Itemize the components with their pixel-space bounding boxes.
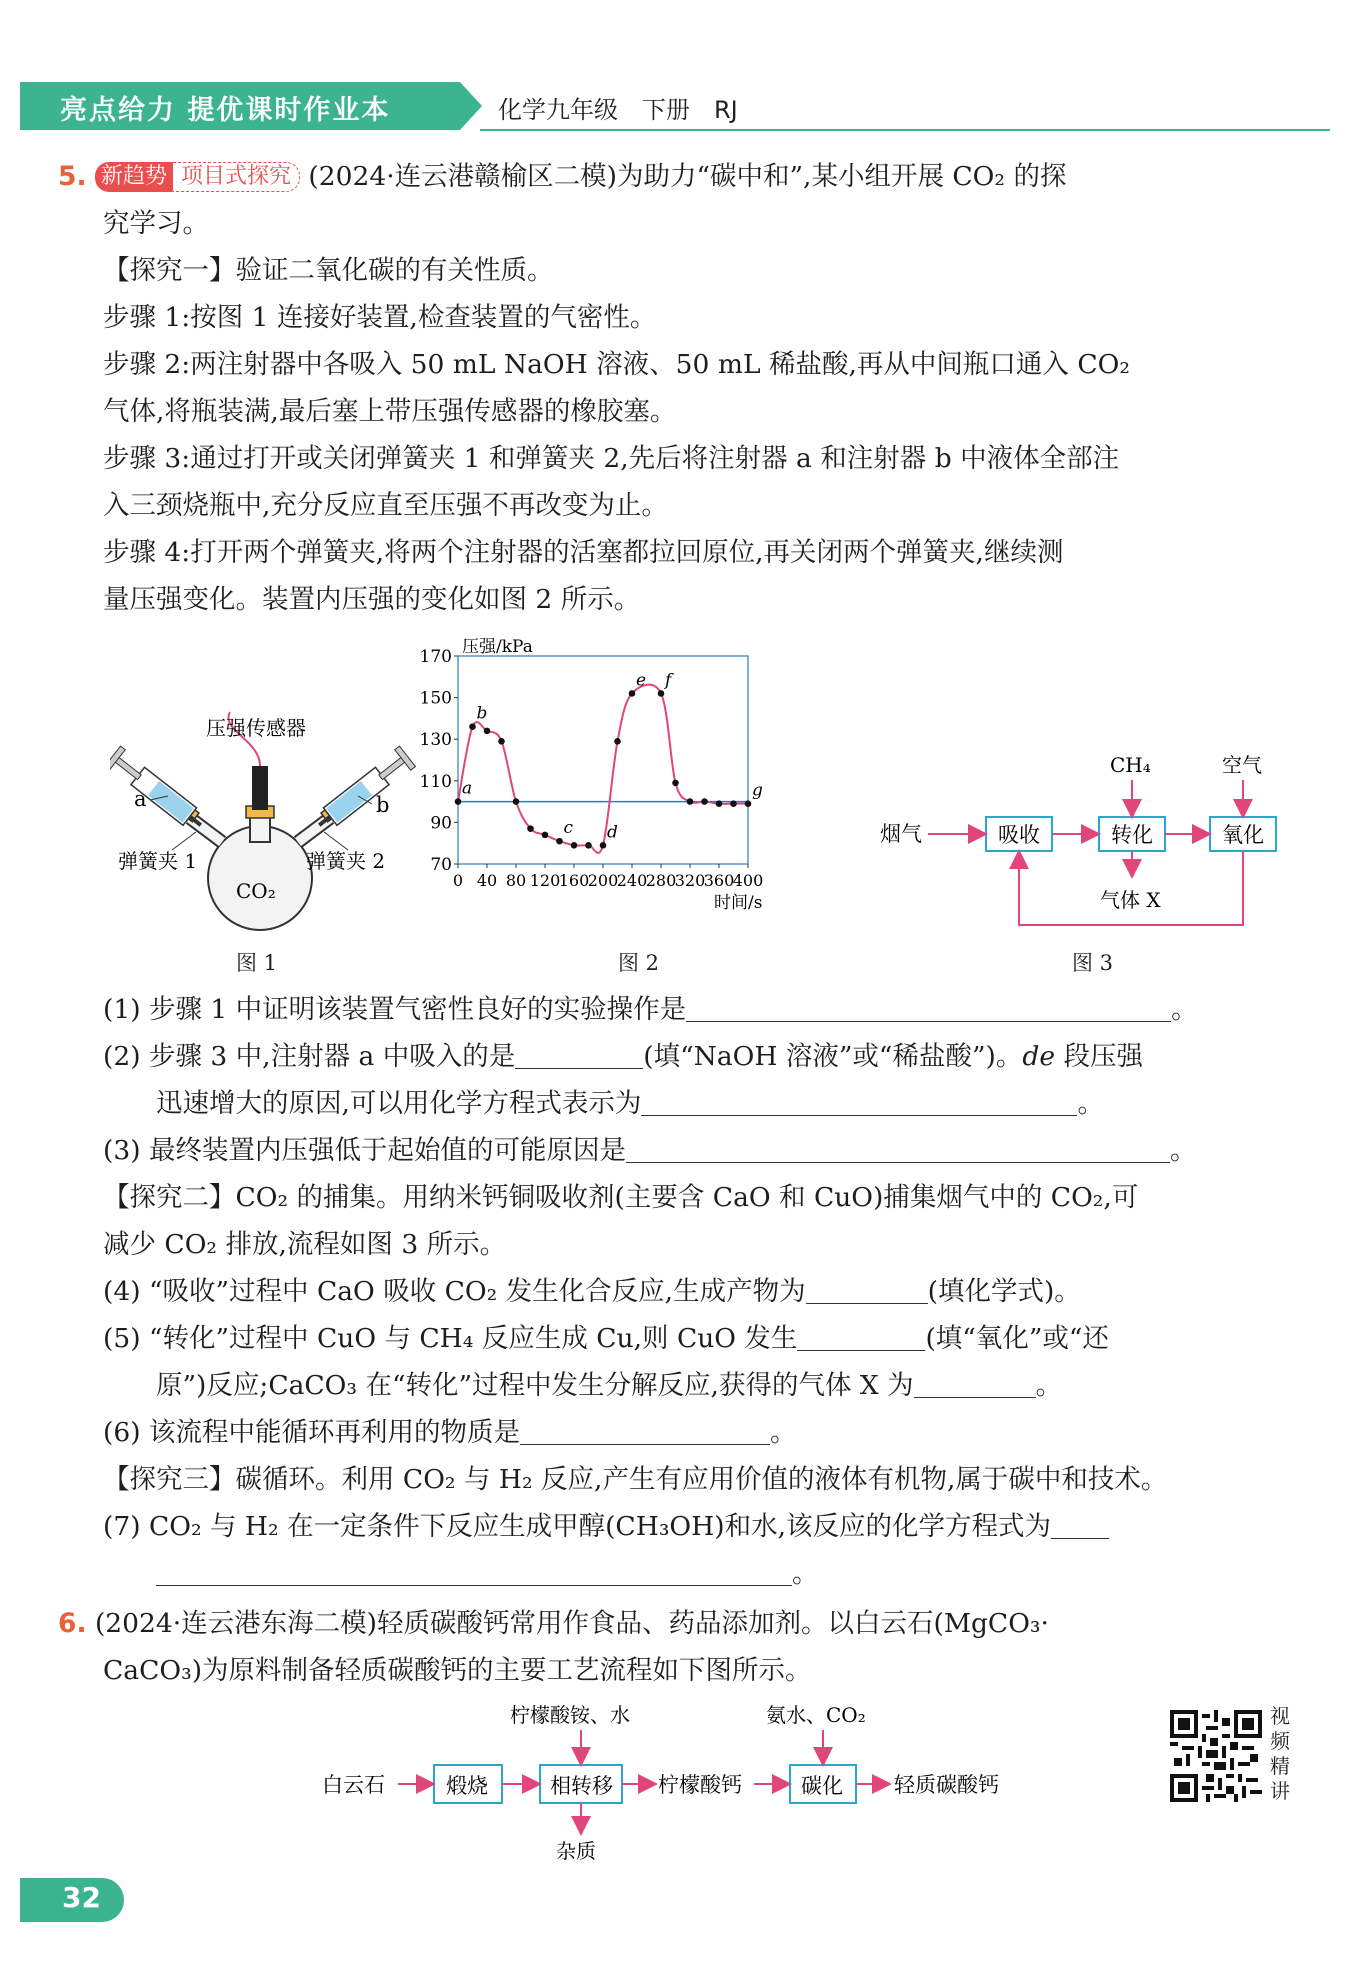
q6-process-flow [310, 1700, 1050, 1870]
flask-gas-label: CO₂ [236, 879, 276, 903]
qr-caption: 视频精讲 [1270, 1704, 1290, 1803]
point-label: b [476, 703, 488, 724]
answer-blank-5b[interactable] [914, 1367, 1036, 1398]
answer-blank-2a[interactable] [515, 1038, 643, 1069]
figure-1-caption: 图 1 [236, 951, 278, 975]
reagent-2-label: 氨水、CO₂ [766, 1703, 866, 1727]
figure-2-caption: 图 2 [618, 951, 660, 975]
gas-x-label: 气体 X [1100, 888, 1161, 912]
explore-2-line-2: 减少 CO₂ 排放,流程如图 3 所示。 [103, 1229, 507, 1260]
book-title: 亮点给力 提优课时作业本 [60, 95, 391, 126]
q5-line-1 [58, 153, 1066, 200]
dolomite-label: 白云石 [322, 1773, 385, 1797]
sub-question-2-equation-prompt: 迅速增大的原因,可以用化学方程式表示为 [156, 1088, 642, 1119]
step-4-line-2: 量压强变化。装置内压强的变化如图 2 所示。 [103, 584, 641, 615]
sub-question-5-line-2: 原”)反应;CaCO₃ 在“转化”过程中发生分解反应,获得的气体 X 为 。 [156, 1362, 1062, 1409]
step-2-line-2: 气体,将瓶装满,最后塞上带压强传感器的橡胶塞。 [103, 396, 677, 427]
trend-tag: 新趋势 [95, 162, 173, 192]
sub-question-7 [103, 1503, 1109, 1550]
data-point [658, 690, 665, 697]
sub-question-4 [103, 1268, 1081, 1315]
data-point [469, 723, 476, 730]
sub-question-3-text: (3) 最终装置内压强低于起始值的可能原因是 [103, 1135, 626, 1166]
syringe-b-label: b [376, 793, 390, 817]
data-point [513, 798, 520, 805]
answer-blank-7a[interactable] [1051, 1508, 1109, 1539]
data-point [701, 798, 708, 805]
x-tick-label: 400 [732, 871, 764, 890]
data-point [556, 838, 563, 845]
figure-1-apparatus [110, 700, 430, 940]
answer-blank-4[interactable] [806, 1273, 928, 1304]
answer-blank-3[interactable] [626, 1132, 1170, 1163]
step-3-line-1: 步骤 3:通过打开或关闭弹簧夹 1 和弹簧夹 2,先后将注射器 a 和注射器 b 中液体全部注 [103, 443, 1120, 474]
air-label: 空气 [1222, 753, 1262, 777]
sub-question-1: (1) 步骤 1 中证明该装置气密性良好的实验操作是 。 [103, 986, 1198, 1033]
data-point [672, 780, 679, 787]
oxidize-label: 氧化 [1222, 823, 1264, 847]
data-point [600, 842, 607, 849]
sub-question-5-text: (5) “转化”过程中 CuO 与 CH₄ 反应生成 Cu,则 CuO 发生 [103, 1323, 798, 1354]
x-tick-label: 40 [476, 871, 498, 890]
sub-question-4-text: (4) “吸收”过程中 CaO 吸收 CO₂ 发生化合反应,生成产物为 [103, 1276, 806, 1307]
clip-2-label: 弹簧夹 2 [306, 849, 386, 873]
reagent-1-label: 柠檬酸铵、水 [510, 1703, 630, 1727]
x-tick-label: 280 [645, 871, 677, 890]
step-1: 步骤 1:按图 1 连接好装置,检查装置的气密性。 [103, 302, 657, 333]
answer-blank-7b[interactable] [156, 1555, 792, 1586]
impurity-label: 杂质 [556, 1839, 596, 1863]
y-tick-label: 130 [419, 730, 452, 751]
flue-gas-label: 烟气 [880, 822, 922, 846]
header-band-tip [460, 82, 482, 130]
point-label: g [752, 780, 763, 801]
data-point [687, 798, 694, 805]
absorb-label: 吸收 [998, 823, 1040, 847]
step-3-line-2: 入三颈烧瓶中,充分反应直至压强不再改变为止。 [103, 490, 668, 521]
clip-1-label: 弹簧夹 1 [118, 849, 198, 873]
calcium-citrate-label: 柠檬酸钙 [658, 1773, 742, 1797]
data-point [716, 800, 723, 807]
sub-question-6-text: (6) 该流程中能循环再利用的物质是 [103, 1417, 520, 1448]
book-subtitle: 化学九年级 下册 RJ [498, 96, 738, 124]
x-tick-label: 360 [703, 871, 735, 890]
convert-label: 转化 [1111, 823, 1153, 847]
x-tick-label: 120 [529, 871, 561, 890]
answer-blank-5a[interactable] [797, 1320, 925, 1351]
sub-question-2-text: (2) 步骤 3 中,注射器 a 中吸入的是 [103, 1041, 516, 1072]
point-label: d [607, 822, 618, 843]
explore-1-heading: 【探究一】验证二氧化碳的有关性质。 [103, 255, 554, 286]
data-point [730, 800, 737, 807]
sub-question-5-line-1 [103, 1315, 1109, 1362]
sub-question-6: (6) 该流程中能循环再利用的物质是 。 [103, 1409, 796, 1456]
x-tick-label: 80 [505, 871, 527, 890]
x-axis-label: 时间/s [714, 893, 763, 913]
sub-question-5-hint: (填“氧化”或“还 [925, 1323, 1109, 1354]
data-point [527, 825, 534, 832]
y-axis-label: 压强/kPa [462, 637, 533, 657]
data-point [484, 728, 491, 735]
y-tick-label: 110 [419, 771, 452, 792]
sub-question-5-gas-text: 原”)反应;CaCO₃ 在“转化”过程中发生分解反应,获得的气体 X 为 [156, 1370, 914, 1401]
phase-transfer-label: 相转移 [550, 1774, 613, 1798]
data-point [745, 800, 752, 807]
sub-question-3: (3) 最终装置内压强低于起始值的可能原因是 。 [103, 1127, 1196, 1174]
answer-blank-1[interactable] [686, 991, 1171, 1022]
sub-question-2-hint: (填“NaOH 溶液”或“稀盐酸”)。 [643, 1041, 1023, 1072]
data-point [455, 798, 462, 805]
sub-question-2-tail: 段压强 [1055, 1041, 1143, 1072]
data-point [498, 738, 505, 745]
q5-number: 5. [58, 161, 87, 192]
y-tick-label: 170 [419, 647, 452, 667]
x-tick-label: 240 [616, 871, 648, 890]
q5-source: (2024·连云港赣榆区二模)为助力“碳中和”,某小组开展 CO₂ 的探 [308, 161, 1067, 192]
point-label: e [636, 670, 647, 691]
q6-line-2: CaCO₃)为原料制备轻质碳酸钙的主要工艺流程如下图所示。 [103, 1655, 812, 1686]
x-tick-label: 200 [587, 871, 619, 890]
y-tick-label: 70 [430, 855, 452, 875]
x-tick-label: 320 [674, 871, 706, 890]
point-label: c [563, 818, 574, 839]
data-point [629, 690, 636, 697]
explore-2-line-1: 【探究二】CO₂ 的捕集。用纳米钙铜吸收剂(主要含 CaO 和 CuO)捕集烟气中的 CO₂,可 [103, 1182, 1139, 1213]
project-tag: 项目式探究 [173, 162, 300, 192]
syringe-a-label: a [134, 787, 147, 811]
point-label: f [665, 670, 672, 691]
sub-question-4-hint: (填化学式)。 [927, 1276, 1081, 1307]
y-tick-label: 150 [419, 688, 452, 709]
sub-question-2-line-2: 迅速增大的原因,可以用化学方程式表示为 。 [156, 1080, 1104, 1127]
x-tick-label: 0 [452, 871, 464, 890]
figure-3-flow [870, 740, 1290, 940]
methane-label: CH₄ [1110, 753, 1151, 777]
figure-3-caption: 图 3 [1072, 951, 1114, 975]
data-point [585, 842, 592, 849]
figure-2-pressure-chart [418, 636, 858, 946]
segment-de: de [1022, 1041, 1056, 1072]
q6-text-1: (2024·连云港东海二模)轻质碳酸钙常用作食品、药品添加剂。以白云石(MgCO₃· [94, 1608, 1049, 1639]
step-4-line-1: 步骤 4:打开两个弹簧夹,将两个注射器的活塞都拉回原位,再关闭两个弹簧夹,继续测 [103, 537, 1064, 568]
sub-question-7-line-2: 。 [156, 1550, 819, 1597]
q5-line-2: 究学习。 [103, 208, 209, 239]
light-caco3-label: 轻质碳酸钙 [894, 1773, 999, 1797]
sub-question-7-text: (7) CO₂ 与 H₂ 在一定条件下反应生成甲醇(CH₃OH)和水,该反应的化学方程式为 [103, 1511, 1052, 1542]
q6-line-1 [58, 1600, 1049, 1647]
data-point [614, 738, 621, 745]
data-point [542, 832, 549, 839]
answer-blank-2b[interactable] [641, 1085, 1077, 1116]
x-tick-label: 160 [558, 871, 590, 890]
page-number: 32 [62, 1881, 101, 1914]
calcine-label: 煅烧 [446, 1774, 488, 1798]
step-2-line-1: 步骤 2:两注射器中各吸入 50 mL NaOH 溶液、50 mL 稀盐酸,再从中间瓶口通入 CO₂ [103, 349, 1130, 380]
qr-code[interactable] [1170, 1710, 1262, 1802]
sub-question-1-text: (1) 步骤 1 中证明该装置气密性良好的实验操作是 [103, 994, 687, 1025]
header-rule [480, 129, 1330, 131]
plot-frame [458, 656, 748, 864]
data-point [571, 842, 578, 849]
q6-number: 6. [58, 1608, 87, 1639]
pressure-curve [458, 685, 748, 853]
y-tick-label: 90 [430, 813, 452, 834]
explore-3-line: 【探究三】碳循环。利用 CO₂ 与 H₂ 反应,产生有应用价值的液体有机物,属于碳中和技术。 [103, 1464, 1168, 1495]
sub-question-2-line-1 [103, 1033, 1143, 1080]
sensor-label: 压强传感器 [206, 716, 306, 740]
point-label: a [462, 778, 473, 799]
carbonize-label: 碳化 [801, 1774, 843, 1798]
answer-blank-6[interactable] [520, 1414, 770, 1445]
